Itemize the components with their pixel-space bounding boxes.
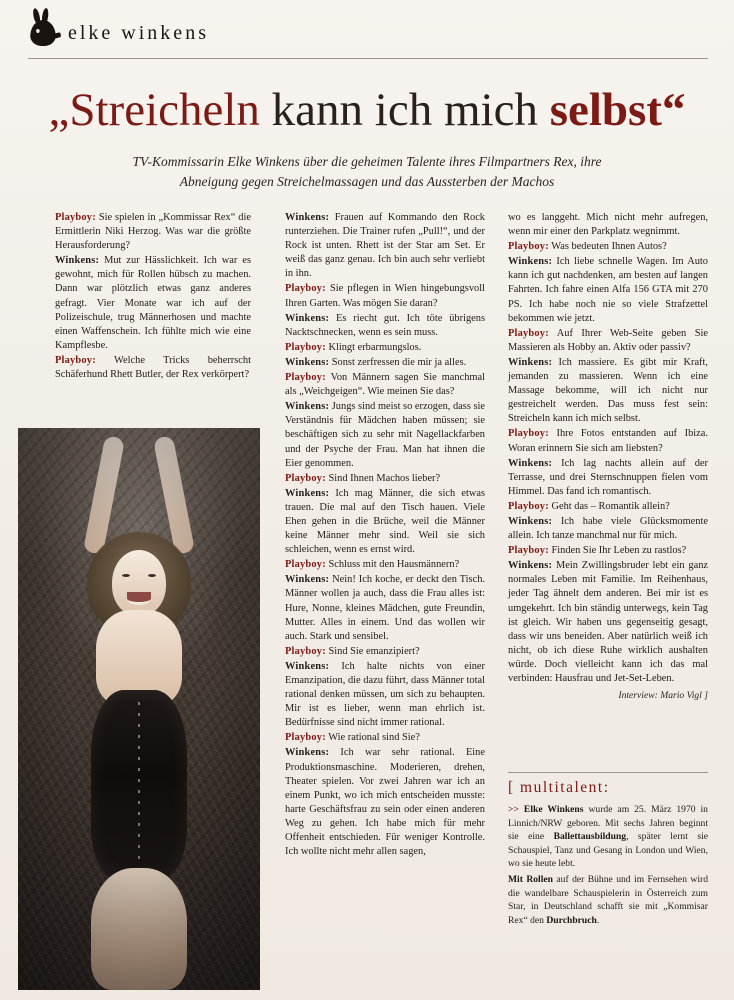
- interview-block: [508, 427, 708, 455]
- answer-label: Winkens:: [55, 255, 100, 267]
- interview-text: Jungs sind meist so erzogen, dass sie Verständnis für Mädchen haben müssen; sie beschäftigen sich zu sehr mit Nagellackfarben und der Psyche der Frau. Man hat ihnen die Eier genommen.: [285, 401, 486, 469]
- interview-text: Geht das – Romantik allein?: [548, 500, 670, 512]
- interview-text: Von Männern sagen Sie manchmal als „Weichgeigen“. Wie meinen Sie das?: [285, 372, 485, 398]
- interview-block: [285, 645, 485, 659]
- answer-label: Winkens:: [285, 356, 330, 368]
- question-label: Playboy:: [55, 354, 96, 366]
- interview-block: [508, 356, 708, 426]
- interview-block: [285, 746, 485, 859]
- question-label: Playboy:: [508, 428, 549, 440]
- interview-block: [55, 211, 251, 253]
- question-label: Playboy:: [285, 341, 326, 353]
- interview-block: [285, 558, 485, 572]
- interview-text: Nein! Ich koche, er deckt den Tisch. Männer wollen ja auch, dass die Frau alles ist: Hure, Nonne, kleines Mädchen, gute Freundin, Mutter. Alles in einem. Und das wollen wir auch. Stark und sensibel.: [285, 574, 485, 642]
- answer-label: Winkens:: [508, 560, 553, 572]
- interview-text: Auf Ihrer Web-Seite geben Sie Massieren als Hobby an. Aktiv oder passiv?: [508, 327, 708, 353]
- box-divider: [508, 772, 708, 773]
- box-title: [ multitalent:: [508, 779, 610, 796]
- interview-block: [508, 457, 708, 499]
- interview-text: Sind Ihnen Machos lieber?: [325, 472, 441, 484]
- answer-label: Winkens:: [508, 356, 553, 368]
- headline-part-2: kann ich mich: [259, 84, 550, 136]
- masthead-divider: [28, 58, 708, 59]
- interview-block: [285, 400, 485, 470]
- interview-text: Sind Sie emanzipiert?: [325, 645, 420, 657]
- headline-part-1: „Streicheln: [48, 84, 260, 136]
- interview-text: Ich lag nachts allein auf der Terrasse, und drei Sternschnuppen fielen vom Himmel. Das fand ich romantisch.: [508, 457, 708, 497]
- box-entry: [508, 873, 708, 927]
- interview-block: [285, 487, 485, 557]
- answer-label: Winkens:: [285, 312, 330, 324]
- interview-block: [285, 573, 485, 643]
- interview-text: Mut zur Hässlichkeit. Ich war es gewohnt, mich für Rollen hübsch zu machen. Dann war plötzlich etwas ganz anderes gefragt. Vier Monate war ich auf der Polizeischule, trug Männerhosen und machte einen Waffenschein. Ich fühlte mich wie eine Kampflesbe.: [55, 255, 251, 351]
- interview-text: Ich war sehr rational. Eine Produktionsmaschine. Moderieren, drehen, Theater spielen. Vor zwei Jahren war ich an einem Punkt, wo ich mich entscheiden musste: harte Geschäftsfrau zu sein oder einen anderen Weg zu gehen. Ich habe mich für mehr Offenheit entschieden. Für weniger Kontrolle. Ich wollte nicht mehr allen sagen,: [285, 747, 485, 858]
- box-entry: [508, 803, 708, 871]
- text-column-3: [508, 211, 708, 703]
- interview-text: Schluss mit den Hausmännern?: [325, 559, 460, 571]
- interview-text: Ich habe viele Glücksmomente allein. Ich tanze manchmal nur für mich.: [508, 515, 708, 542]
- question-label: Playboy:: [508, 500, 549, 512]
- interview-block: [285, 341, 485, 355]
- interview-text: Ihre Fotos entstanden auf Ibiza. Woran erinnern Sie sich am liebsten?: [508, 428, 708, 454]
- question-label: Playboy:: [285, 645, 326, 657]
- question-label: Playboy:: [285, 372, 326, 384]
- question-label: Playboy:: [508, 241, 549, 253]
- question-label: Playboy:: [508, 545, 549, 557]
- box-entry-lead: Mit Rollen: [508, 874, 553, 886]
- interview-text: Mein Zwillingsbruder lebt ein ganz normales Leben mit Familie. Im Reihenhaus, jeder Tag ähnelt dem anderen. Bei mir ist es umgekehrt. Ich bin ständig unterwegs, kein Tag ist gleich. Wir haben uns gegenseitig gesagt, dass wir uns beneiden. Aber natürlich weiß ich nicht, ob ich diese Ruhe wirklich aushalten würde. Doch vielleicht kann ich das mal verbinden: Hausfrau und Jet-Set-Leben.: [508, 560, 708, 684]
- page-title: [0, 86, 734, 135]
- interview-block: [285, 472, 485, 486]
- article-deck: TV-Kommissarin Elke Winkens über die geheimen Talente ihres Filmpartners Rex, ihre Abneigung gegen Streichelmassagen und das Aussterben der Machos: [132, 154, 602, 189]
- interview-block: [285, 731, 485, 745]
- interview-block: [285, 211, 485, 281]
- answer-label: Winkens:: [508, 457, 553, 469]
- interview-text: Was bedeuten Ihnen Autos?: [548, 241, 667, 253]
- interview-text: Ich massiere. Es gibt mir Kraft, jemanden zu massieren. Wenn ich eine Massage bekomme, will ich nicht nur gestreichelt werden. Das muss fest sein: Streicheln kann ich mich selbst.: [508, 356, 708, 425]
- box-entry-text: auf der Bühne und im Fernsehen wird die wandelbare Schauspielerin in Österreich zum Star, in Deutschland schafft sie mit „Kommisar Rex“ den: [508, 874, 708, 926]
- interview-text: Es riecht gut. Ich töte übrigens Nacktschnecken, wenn es sein muss.: [285, 312, 485, 338]
- masthead-title: elke winkens: [68, 21, 209, 44]
- interview-block: [285, 371, 485, 399]
- box-marker-icon: >>: [508, 804, 524, 815]
- question-label: Playboy:: [285, 732, 326, 744]
- interview-text: Welche Tricks beherrscht Schäferhund Rhett Butler, der Rex verkörpert?: [55, 354, 251, 381]
- box-body: [508, 803, 708, 927]
- box-entry-lead: Elke Winkens: [523, 804, 584, 815]
- interview-block: [508, 559, 708, 686]
- interview-block: [508, 240, 708, 254]
- interview-text: Ich liebe schnelle Wagen. Im Auto kann ich gut nachdenken, am besten auf langen Fahrten. Ich fahre einen Alfa 156 GTA mit 270 PS. Ich habe noch nie so viele Strafzettel bekommen wie jetzt.: [508, 256, 708, 324]
- interview-block: [508, 255, 708, 325]
- interview-block: [508, 515, 708, 543]
- interview-text: Ich halte nichts von einer Emanzipation, die dazu führt, dass Männer total rational denken müssen, um sich zu behaupten. Mir ist es lieber, wenn man ehrlich ist. Bedürfnisse sind nicht immer rational.: [285, 660, 485, 729]
- interview-block: [508, 544, 708, 558]
- answer-label: Winkens:: [285, 401, 330, 413]
- masthead: [28, 20, 209, 46]
- interview-block: [285, 312, 485, 340]
- box-entry-highlight: Ballettausbildung: [553, 831, 627, 843]
- interview-text: Wie rational sind Sie?: [325, 732, 420, 744]
- interview-block: [508, 327, 708, 355]
- answer-label: Winkens:: [508, 256, 553, 268]
- box-entry-text-2: , später lernt sie Schauspiel, Tanz und Gesang in London und Wien, wo sie heute lebt.: [508, 831, 708, 870]
- question-label: Playboy:: [285, 472, 326, 484]
- text-column-1: [55, 211, 251, 383]
- text-column-2: [285, 211, 485, 860]
- interview-text: Sie pflegen in Wien hingebungsvoll Ihren Garten. Was mögen Sie daran?: [285, 283, 485, 309]
- interview-block: [55, 354, 251, 382]
- interview-block: [55, 254, 251, 353]
- answer-label: Winkens:: [285, 574, 330, 586]
- playboy-bunny-icon: [30, 20, 56, 46]
- box-entry-text: wurde am 25. März 1970 in Linnich/NRW geboren. Mit sechs Jahren beginnt sie eine: [508, 804, 708, 843]
- question-label: Playboy:: [55, 212, 96, 223]
- interview-block: [285, 660, 485, 730]
- box-entry-text-2: .: [596, 914, 600, 926]
- interview-credit: Interview: Mario Vigl ]: [618, 690, 708, 702]
- answer-label: Winkens:: [285, 487, 330, 499]
- question-label: Playboy:: [508, 327, 549, 339]
- interview-block: [508, 211, 708, 239]
- photo-vignette: [18, 428, 260, 990]
- answer-label: Winkens:: [285, 747, 330, 759]
- interview-text: Klingt erbarmungslos.: [325, 341, 422, 353]
- answer-label: Winkens:: [285, 212, 330, 223]
- box-entry-highlight: Durchbruch: [546, 914, 597, 926]
- interview-text: Finden Sie Ihr Leben zu rastlos?: [548, 545, 687, 557]
- interview-block: [285, 282, 485, 310]
- photo-elke-winkens: [18, 428, 260, 990]
- question-label: Playboy:: [285, 283, 326, 295]
- interview-text: Frauen auf Kommando den Rock runterziehen. Die Trainer rufen „Pull!“, und der Rock ist unten. Rhett ist der Star am Set. Er weiß das ganz genau. Ich bin auch sehr verliebt in ihn.: [285, 212, 485, 280]
- interview-text: Ich mag Männer, die sich etwas trauen. Die mal auf den Tisch hauen. Viele Ehen gehen in die Brüche, weil die Männer keine Männer mehr sind. Weil sie sich schleichen, wenn es ernst wird.: [285, 487, 485, 556]
- interview-text: Sonst zerfressen die mir ja alles.: [329, 356, 467, 368]
- interview-text: Sie spielen in „Kommissar Rex“ die Ermittlerin Niki Herzog. Was war die größte Herausforderung?: [55, 212, 251, 252]
- interview-block: [508, 500, 708, 514]
- interview-text: wo es langgeht. Mich nicht mehr aufregen, wenn mir einer den Parkplatz wegnimmt.: [508, 212, 708, 238]
- question-label: Playboy:: [285, 559, 326, 571]
- answer-label: Winkens:: [285, 660, 330, 672]
- headline-part-3: selbst“: [549, 84, 686, 136]
- interview-block: [285, 356, 485, 370]
- multitalent-box: [508, 772, 708, 929]
- answer-label: Winkens:: [508, 515, 553, 527]
